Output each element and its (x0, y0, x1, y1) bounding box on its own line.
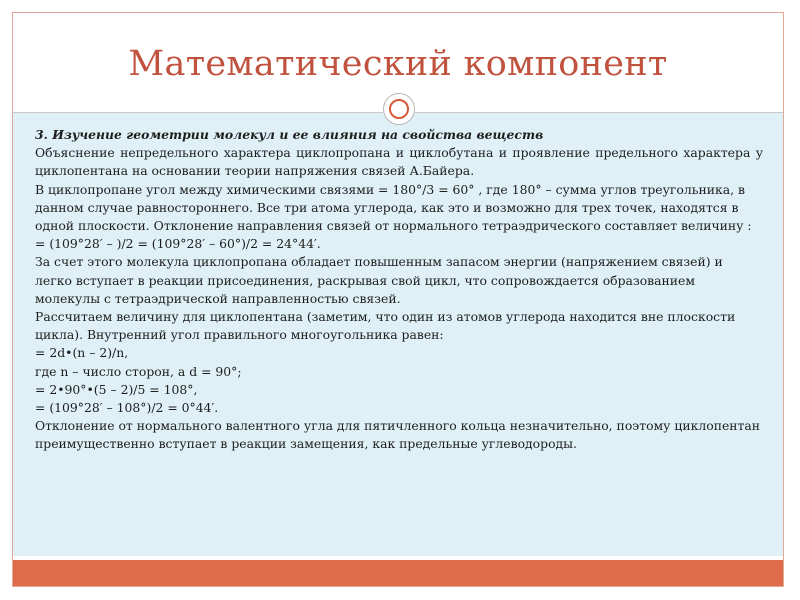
bottom-accent-bar (13, 560, 783, 586)
paragraph-conclusion: Отклонение от нормального валентного угла для пятичленного кольца незначительно, поэтому циклопентан преимущественно вступает в реакции замещения, как предельные углеводороды. (35, 418, 761, 452)
paragraph-energy: За счет этого молекула циклопропана обладает повышенным запасом энергии (напряжением связей) и легко вступает в реакции присоединения, раскрывая свой цикл, что сопровождается образованием молекулы с тетраэдрической направленностью связей. (35, 254, 723, 306)
formula-inner-angle: = 2d•(n – 2)/n, (35, 345, 129, 361)
divider-left (13, 112, 383, 113)
formula-definitions: где n – число сторон, а d = 90°; (35, 363, 242, 379)
formula-angle-value: = 2•90°•(5 – 2)/5 = 108°, (35, 381, 198, 397)
formula-deviation-cyclopentane: = (109°28′ – 108°)/2 = 0°44′. (35, 400, 219, 416)
paragraph-cyclopropane: В циклопропане угол между химическими связями = 180°/3 = 60° , где 180° – сумма углов треугольника, в данном случае равностороннего. Все три атома углерода, как это и возможно для трех точек, находятся в одной плоскости. Отклонение направления связей от нормального тетраэдрического составляет величину : (35, 181, 752, 234)
slide-title: Математический компонент (128, 44, 668, 84)
body-text (35, 126, 763, 454)
paragraph-explanation: Объяснение непредельного характера циклопропана и циклобутана и проявление предельного характера у циклопентана на основании теории напряжения связей А.Байера. (35, 145, 763, 179)
formula-deviation-cyclopropane: = (109°28′ – )/2 = (109°28′ – 60°)/2 = 24°44′. (35, 236, 321, 252)
circle-ornament-icon (383, 93, 415, 125)
paragraph-cyclopentane: Рассчитаем величину для циклопентана (заметим, что один из атомов углерода находится вне плоскости цикла). Внутренний угол правильного многоугольника равен: (35, 309, 736, 343)
section-heading: 3. Изучение геометрии молекул и ее влияния на свойства веществ (35, 127, 544, 142)
divider-right (415, 112, 783, 113)
circle-ornament-inner (389, 99, 409, 119)
